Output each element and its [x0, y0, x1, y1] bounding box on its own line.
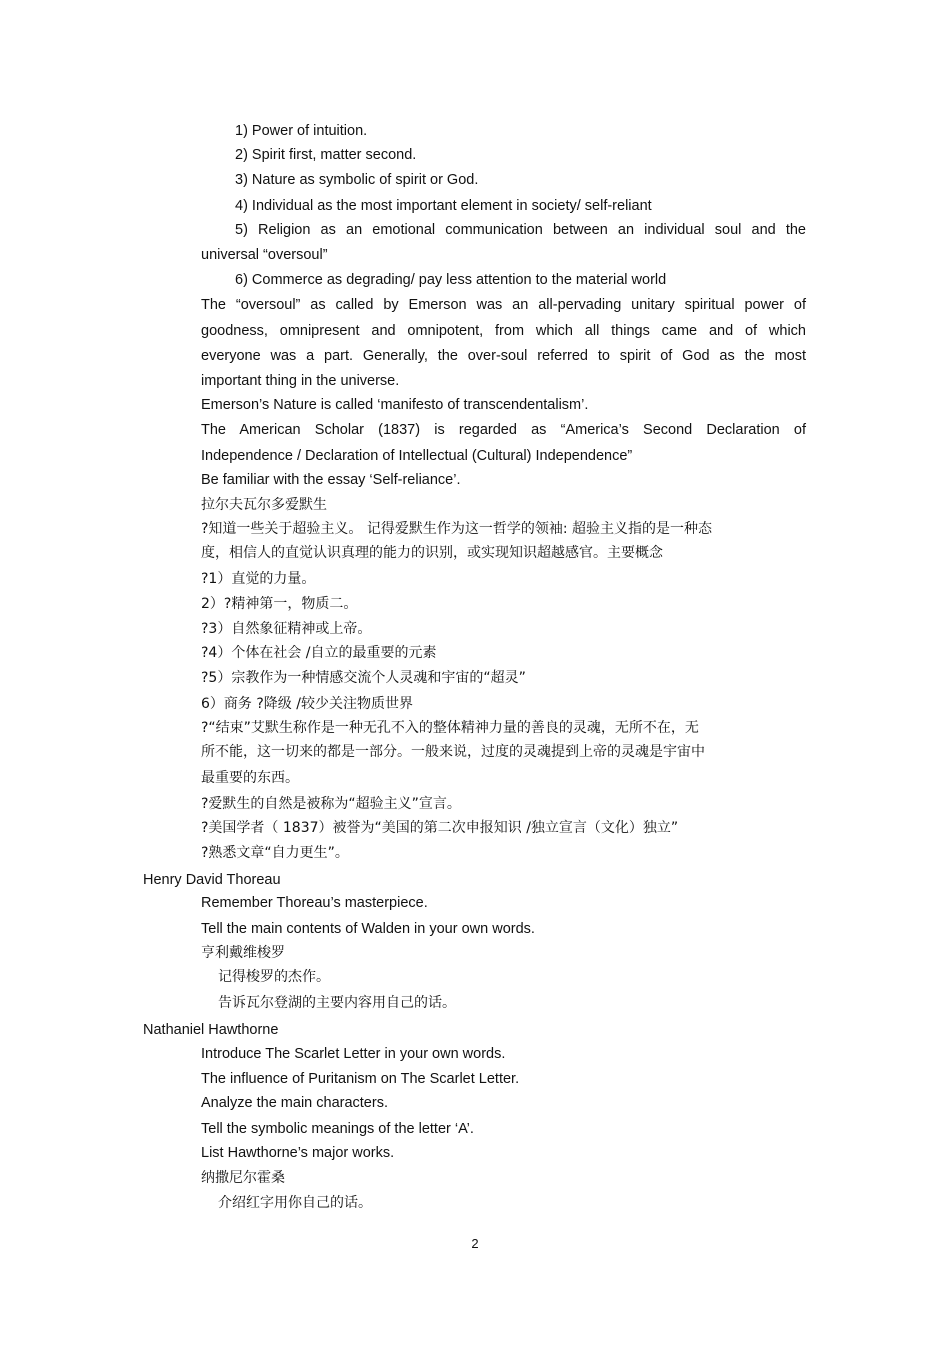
concept-line: 4) Individual as the most important element in society/ self-reliant	[235, 198, 652, 214]
zh-concept-line: ?5）宗教作为一种情感交流个人灵魂和宇宙的“超灵”	[201, 670, 526, 686]
oversoul-paragraph-line: The “oversoul” as called by Emerson was an all-pervading unitary spiritual power of	[201, 297, 806, 313]
zh-nature-line: ?爱默生的自然是被称为“超验主义”宣言。	[201, 796, 461, 812]
section-heading-thoreau: Henry David Thoreau	[143, 872, 281, 888]
zh-concept-line: ?3）自然象征精神或上帝。	[201, 621, 372, 637]
hawthorne-zh-item: 介绍红字用你自己的话。	[218, 1195, 372, 1211]
nature-line: Emerson’s Nature is called ‘manifesto of transcendentalism’.	[201, 397, 589, 413]
zh-concept-line: 2）?精神第一，物质二。	[201, 596, 358, 612]
page-number: 2	[471, 1236, 479, 1251]
scholar-line: The American Scholar (1837) is regarded as “America’s Second Declaration of	[201, 422, 806, 438]
thoreau-zh-title: 亨利戴维梭罗	[201, 945, 285, 961]
section-heading-hawthorne: Nathaniel Hawthorne	[143, 1022, 279, 1038]
hawthorne-item: List Hawthorne’s major works.	[201, 1145, 395, 1161]
thoreau-zh-item: 告诉瓦尔登湖的主要内容用自己的话。	[218, 995, 456, 1011]
hawthorne-item: The influence of Puritanism on The Scarlet Letter.	[201, 1071, 520, 1087]
zh-intro-line: 度，相信人的直觉认识真理的能力的识别，或实现知识超越感官。主要概念	[201, 545, 663, 561]
zh-essay-line: ?熟悉文章“自力更生”。	[201, 845, 349, 861]
zh-intro-line: ?知道一些关于超验主义。 记得爱默生作为这一哲学的领袖: 超验主义指的是一种态	[201, 521, 713, 537]
zh-concept-line: 6）商务 ?降级 /较少关注物质世界	[201, 696, 413, 712]
concept-line: 6) Commerce as degrading/ pay less attention to the material world	[235, 272, 667, 288]
zh-scholar-line: ?美国学者（ 1837）被誉为“美国的第二次申报知识 /独立宣言（文化）独立”	[201, 820, 679, 836]
oversoul-paragraph-line: goodness, omnipresent and omnipotent, from which all things came and of which	[201, 323, 806, 339]
zh-concept-line: ?4）个体在社会 /自立的最重要的元素	[201, 645, 437, 661]
hawthorne-item: Analyze the main characters.	[201, 1095, 388, 1111]
essay-line: Be familiar with the essay ‘Self-reliance’.	[201, 472, 461, 488]
hawthorne-zh-title: 纳撒尼尔霍桑	[201, 1170, 285, 1186]
zh-title: 拉尔夫瓦尔多爱默生	[201, 497, 327, 513]
hawthorne-item: Tell the symbolic meanings of the letter ‘A’.	[201, 1121, 474, 1137]
concept-line: 3) Nature as symbolic of spirit or God.	[235, 172, 479, 188]
zh-concept-line: ?1）直觉的力量。	[201, 571, 316, 587]
thoreau-item: Tell the main contents of Walden in your own words.	[201, 921, 535, 937]
zh-oversoul-line: 最重要的东西。	[201, 770, 299, 786]
concept-line: 1) Power of intuition.	[235, 123, 368, 139]
hawthorne-item: Introduce The Scarlet Letter in your own words.	[201, 1046, 506, 1062]
concept-line: 5) Religion as an emotional communication between an individual soul and the	[235, 222, 806, 238]
oversoul-paragraph-line: everyone was a part. Generally, the over-soul referred to spirit of God as the most	[201, 348, 806, 364]
zh-oversoul-line: 所不能，这一切来的都是一部分。一般来说，过度的灵魂提到上帝的灵魂是宇宙中	[201, 744, 705, 760]
scholar-line: Independence / Declaration of Intellectual (Cultural) Independence”	[201, 448, 633, 464]
zh-oversoul-line: ?“结束”艾默生称作是一种无孔不入的整体精神力量的善良的灵魂，无所不在，无	[201, 720, 699, 736]
concept-line-continued: universal “oversoul”	[201, 247, 328, 263]
thoreau-item: Remember Thoreau’s masterpiece.	[201, 895, 428, 911]
concept-line: 2) Spirit first, matter second.	[235, 147, 417, 163]
oversoul-paragraph-line: important thing in the universe.	[201, 373, 400, 389]
thoreau-zh-item: 记得梭罗的杰作。	[218, 969, 330, 985]
